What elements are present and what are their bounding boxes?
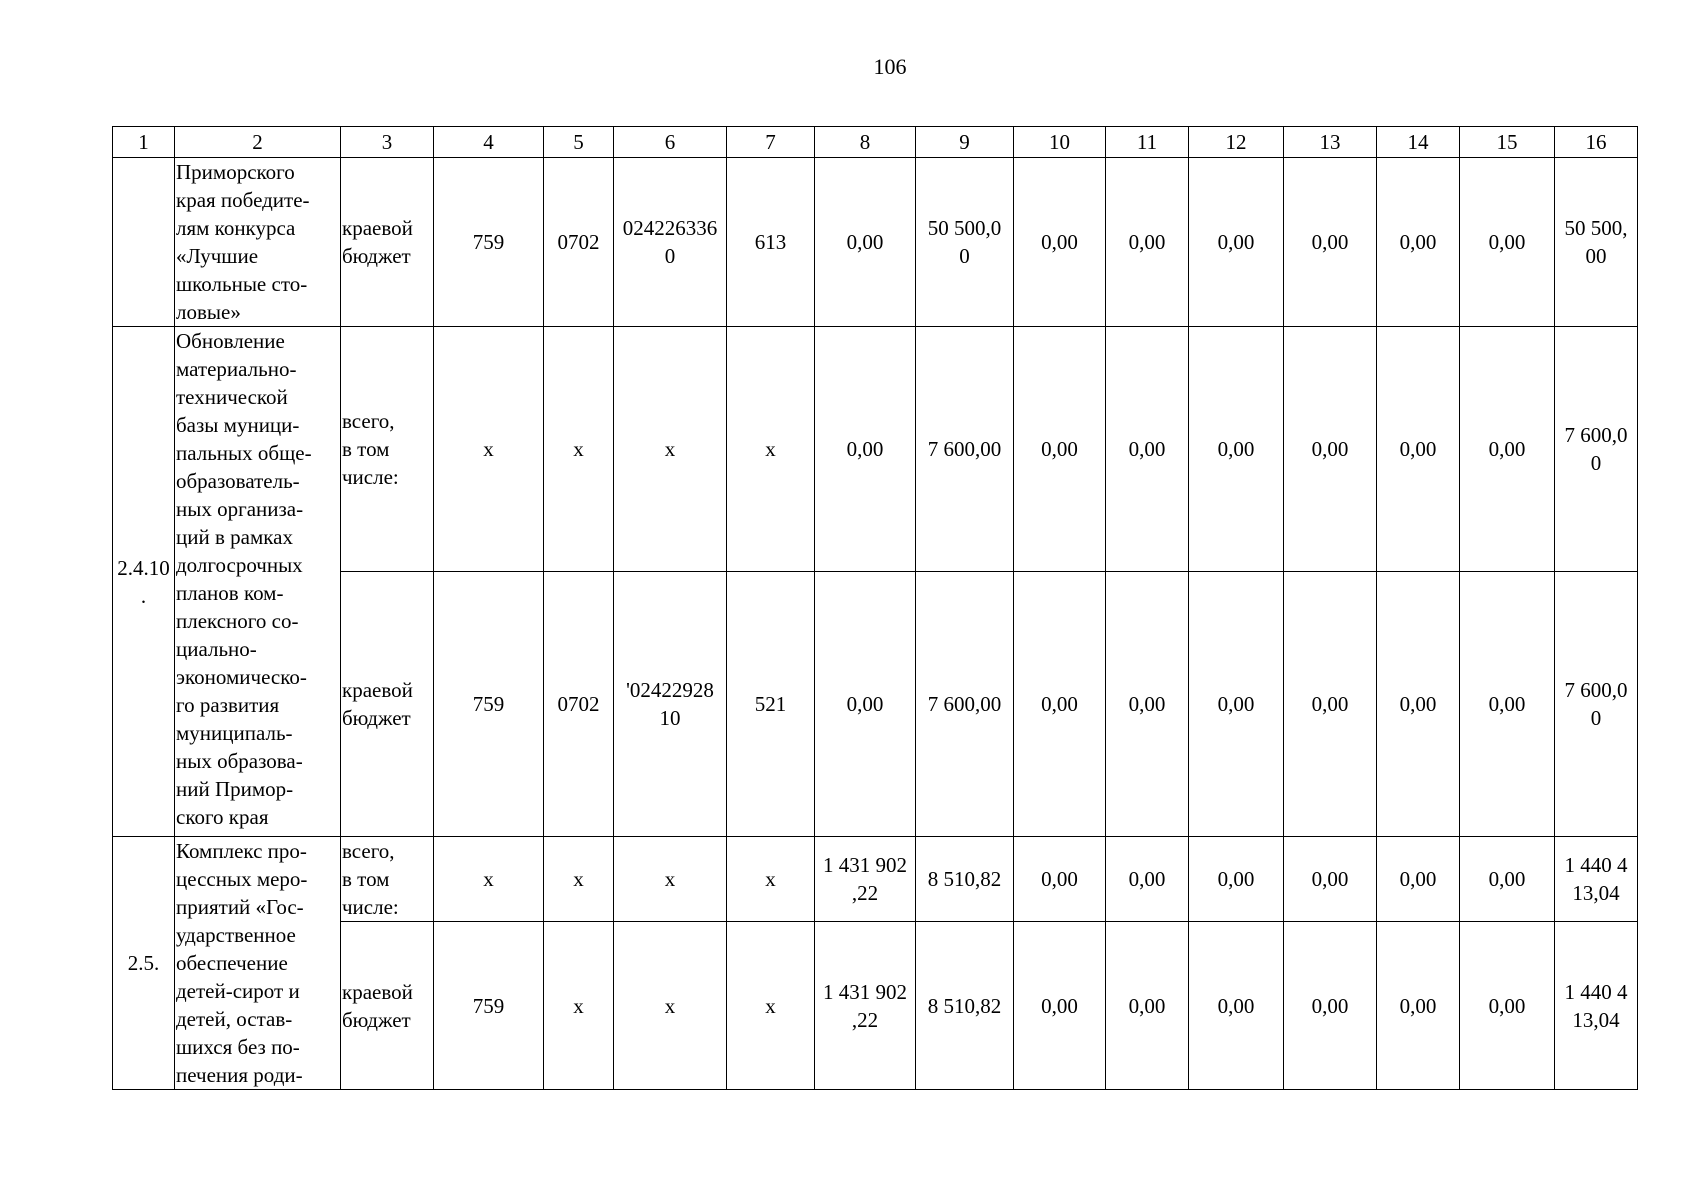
table-cell: 0,00 — [1284, 837, 1377, 922]
column-header: 4 — [434, 127, 544, 158]
table-cell: 7 600,0 0 — [1555, 327, 1638, 572]
table-row — [113, 837, 1638, 922]
table-cell: x — [727, 327, 815, 572]
table-cell: x — [434, 837, 544, 922]
table-cell: 0,00 — [815, 158, 916, 327]
table-cell: x — [727, 837, 815, 922]
table-cell: 8 510,82 — [916, 837, 1014, 922]
column-header: 9 — [916, 127, 1014, 158]
table-cell: 024226336 0 — [614, 158, 727, 327]
column-header: 2 — [175, 127, 341, 158]
table-cell: 0702 — [544, 158, 614, 327]
header-row — [113, 127, 1638, 158]
table-cell: 7 600,0 0 — [1555, 572, 1638, 837]
table-cell: 0,00 — [1377, 572, 1460, 837]
column-header: 7 — [727, 127, 815, 158]
table-cell: x — [727, 922, 815, 1090]
item-name: Приморского края победите- лям конкурса «Лучшие школьные сто- ловые» — [175, 158, 341, 327]
table-cell: 0,00 — [1106, 837, 1189, 922]
table-cell: 0,00 — [1189, 572, 1284, 837]
table-cell: 0,00 — [1460, 572, 1555, 837]
table-cell: 7 600,00 — [916, 572, 1014, 837]
table-cell: x — [434, 327, 544, 572]
funding-source: краевой бюджет — [341, 158, 434, 327]
item-name: Комплекс про- цессных меро- приятий «Гос- ударственное обеспечение детей-сирот и детей, остав- шихся без по- печения роди- — [175, 837, 341, 1090]
table-cell: 0,00 — [1377, 158, 1460, 327]
table-cell: x — [544, 922, 614, 1090]
funding-source: всего, в том числе: — [341, 837, 434, 922]
column-header: 3 — [341, 127, 434, 158]
table-cell: 0,00 — [1014, 327, 1106, 572]
column-header: 6 — [614, 127, 727, 158]
item-name: Обновление материально- технической базы муници- пальных обще- образователь- ных организа- ций в рамках долгосрочных планов ком- плексного со- циально- экономическо- го развития муниципаль- ных образова- ний Примор- ского края — [175, 327, 341, 837]
table-cell: 521 — [727, 572, 815, 837]
table-cell: 613 — [727, 158, 815, 327]
table-cell: 0,00 — [1014, 837, 1106, 922]
funding-source: краевой бюджет — [341, 572, 434, 837]
table-row — [113, 158, 1638, 327]
table-cell: 759 — [434, 922, 544, 1090]
table-cell: 0,00 — [1106, 327, 1189, 572]
table-row — [113, 327, 1638, 572]
funding-source: всего, в том числе: — [341, 327, 434, 572]
column-header: 10 — [1014, 127, 1106, 158]
table-cell: 50 500,0 0 — [916, 158, 1014, 327]
table-cell: 0,00 — [1189, 922, 1284, 1090]
column-header: 13 — [1284, 127, 1377, 158]
table-cell: 0,00 — [1189, 837, 1284, 922]
table-cell: x — [544, 327, 614, 572]
table-cell: 0,00 — [1460, 922, 1555, 1090]
column-header: 15 — [1460, 127, 1555, 158]
column-header: 1 — [113, 127, 175, 158]
table-cell: 0,00 — [1106, 572, 1189, 837]
table-cell: 0,00 — [1460, 837, 1555, 922]
table-cell: 0,00 — [815, 327, 916, 572]
table-cell: 0,00 — [1014, 922, 1106, 1090]
item-number: 2.5. — [113, 837, 175, 1090]
table-cell: 8 510,82 — [916, 922, 1014, 1090]
table-cell: 0,00 — [1377, 837, 1460, 922]
table-cell: x — [614, 327, 727, 572]
column-header: 14 — [1377, 127, 1460, 158]
column-header: 11 — [1106, 127, 1189, 158]
column-header: 8 — [815, 127, 916, 158]
table-cell: 0,00 — [1377, 922, 1460, 1090]
page-number: 106 — [873, 54, 907, 79]
table-cell: 0,00 — [1189, 327, 1284, 572]
table-cell: 1 440 4 13,04 — [1555, 922, 1638, 1090]
table-cell: 0,00 — [815, 572, 916, 837]
table-cell: '02422928 10 — [614, 572, 727, 837]
table-cell: 0,00 — [1284, 572, 1377, 837]
table-cell: 0,00 — [1460, 327, 1555, 572]
table-cell: 1 440 4 13,04 — [1555, 837, 1638, 922]
table-cell: 1 431 902 ,22 — [815, 922, 916, 1090]
item-number — [113, 158, 175, 327]
table-cell: 0,00 — [1106, 158, 1189, 327]
table-row — [113, 572, 1638, 837]
table-cell: 0,00 — [1377, 327, 1460, 572]
table-cell: 759 — [434, 158, 544, 327]
funding-source: краевой бюджет — [341, 922, 434, 1090]
table-cell: x — [614, 837, 727, 922]
table-cell: 0,00 — [1014, 572, 1106, 837]
table-cell: 0,00 — [1014, 158, 1106, 327]
table-row — [113, 922, 1638, 1090]
table-cell: 0,00 — [1460, 158, 1555, 327]
table-cell: x — [544, 837, 614, 922]
column-header: 16 — [1555, 127, 1638, 158]
table-cell: 7 600,00 — [916, 327, 1014, 572]
table-cell: x — [614, 922, 727, 1090]
table-cell: 50 500, 00 — [1555, 158, 1638, 327]
column-header: 5 — [544, 127, 614, 158]
table-cell: 1 431 902 ,22 — [815, 837, 916, 922]
table-cell: 0,00 — [1189, 158, 1284, 327]
table-cell: 759 — [434, 572, 544, 837]
table-cell: 0702 — [544, 572, 614, 837]
table-cell: 0,00 — [1106, 922, 1189, 1090]
table-cell: 0,00 — [1284, 922, 1377, 1090]
table-cell: 0,00 — [1284, 327, 1377, 572]
table-cell: 0,00 — [1284, 158, 1377, 327]
column-header: 12 — [1189, 127, 1284, 158]
item-number: 2.4.10 . — [113, 327, 175, 837]
budget-table — [112, 126, 1638, 1090]
